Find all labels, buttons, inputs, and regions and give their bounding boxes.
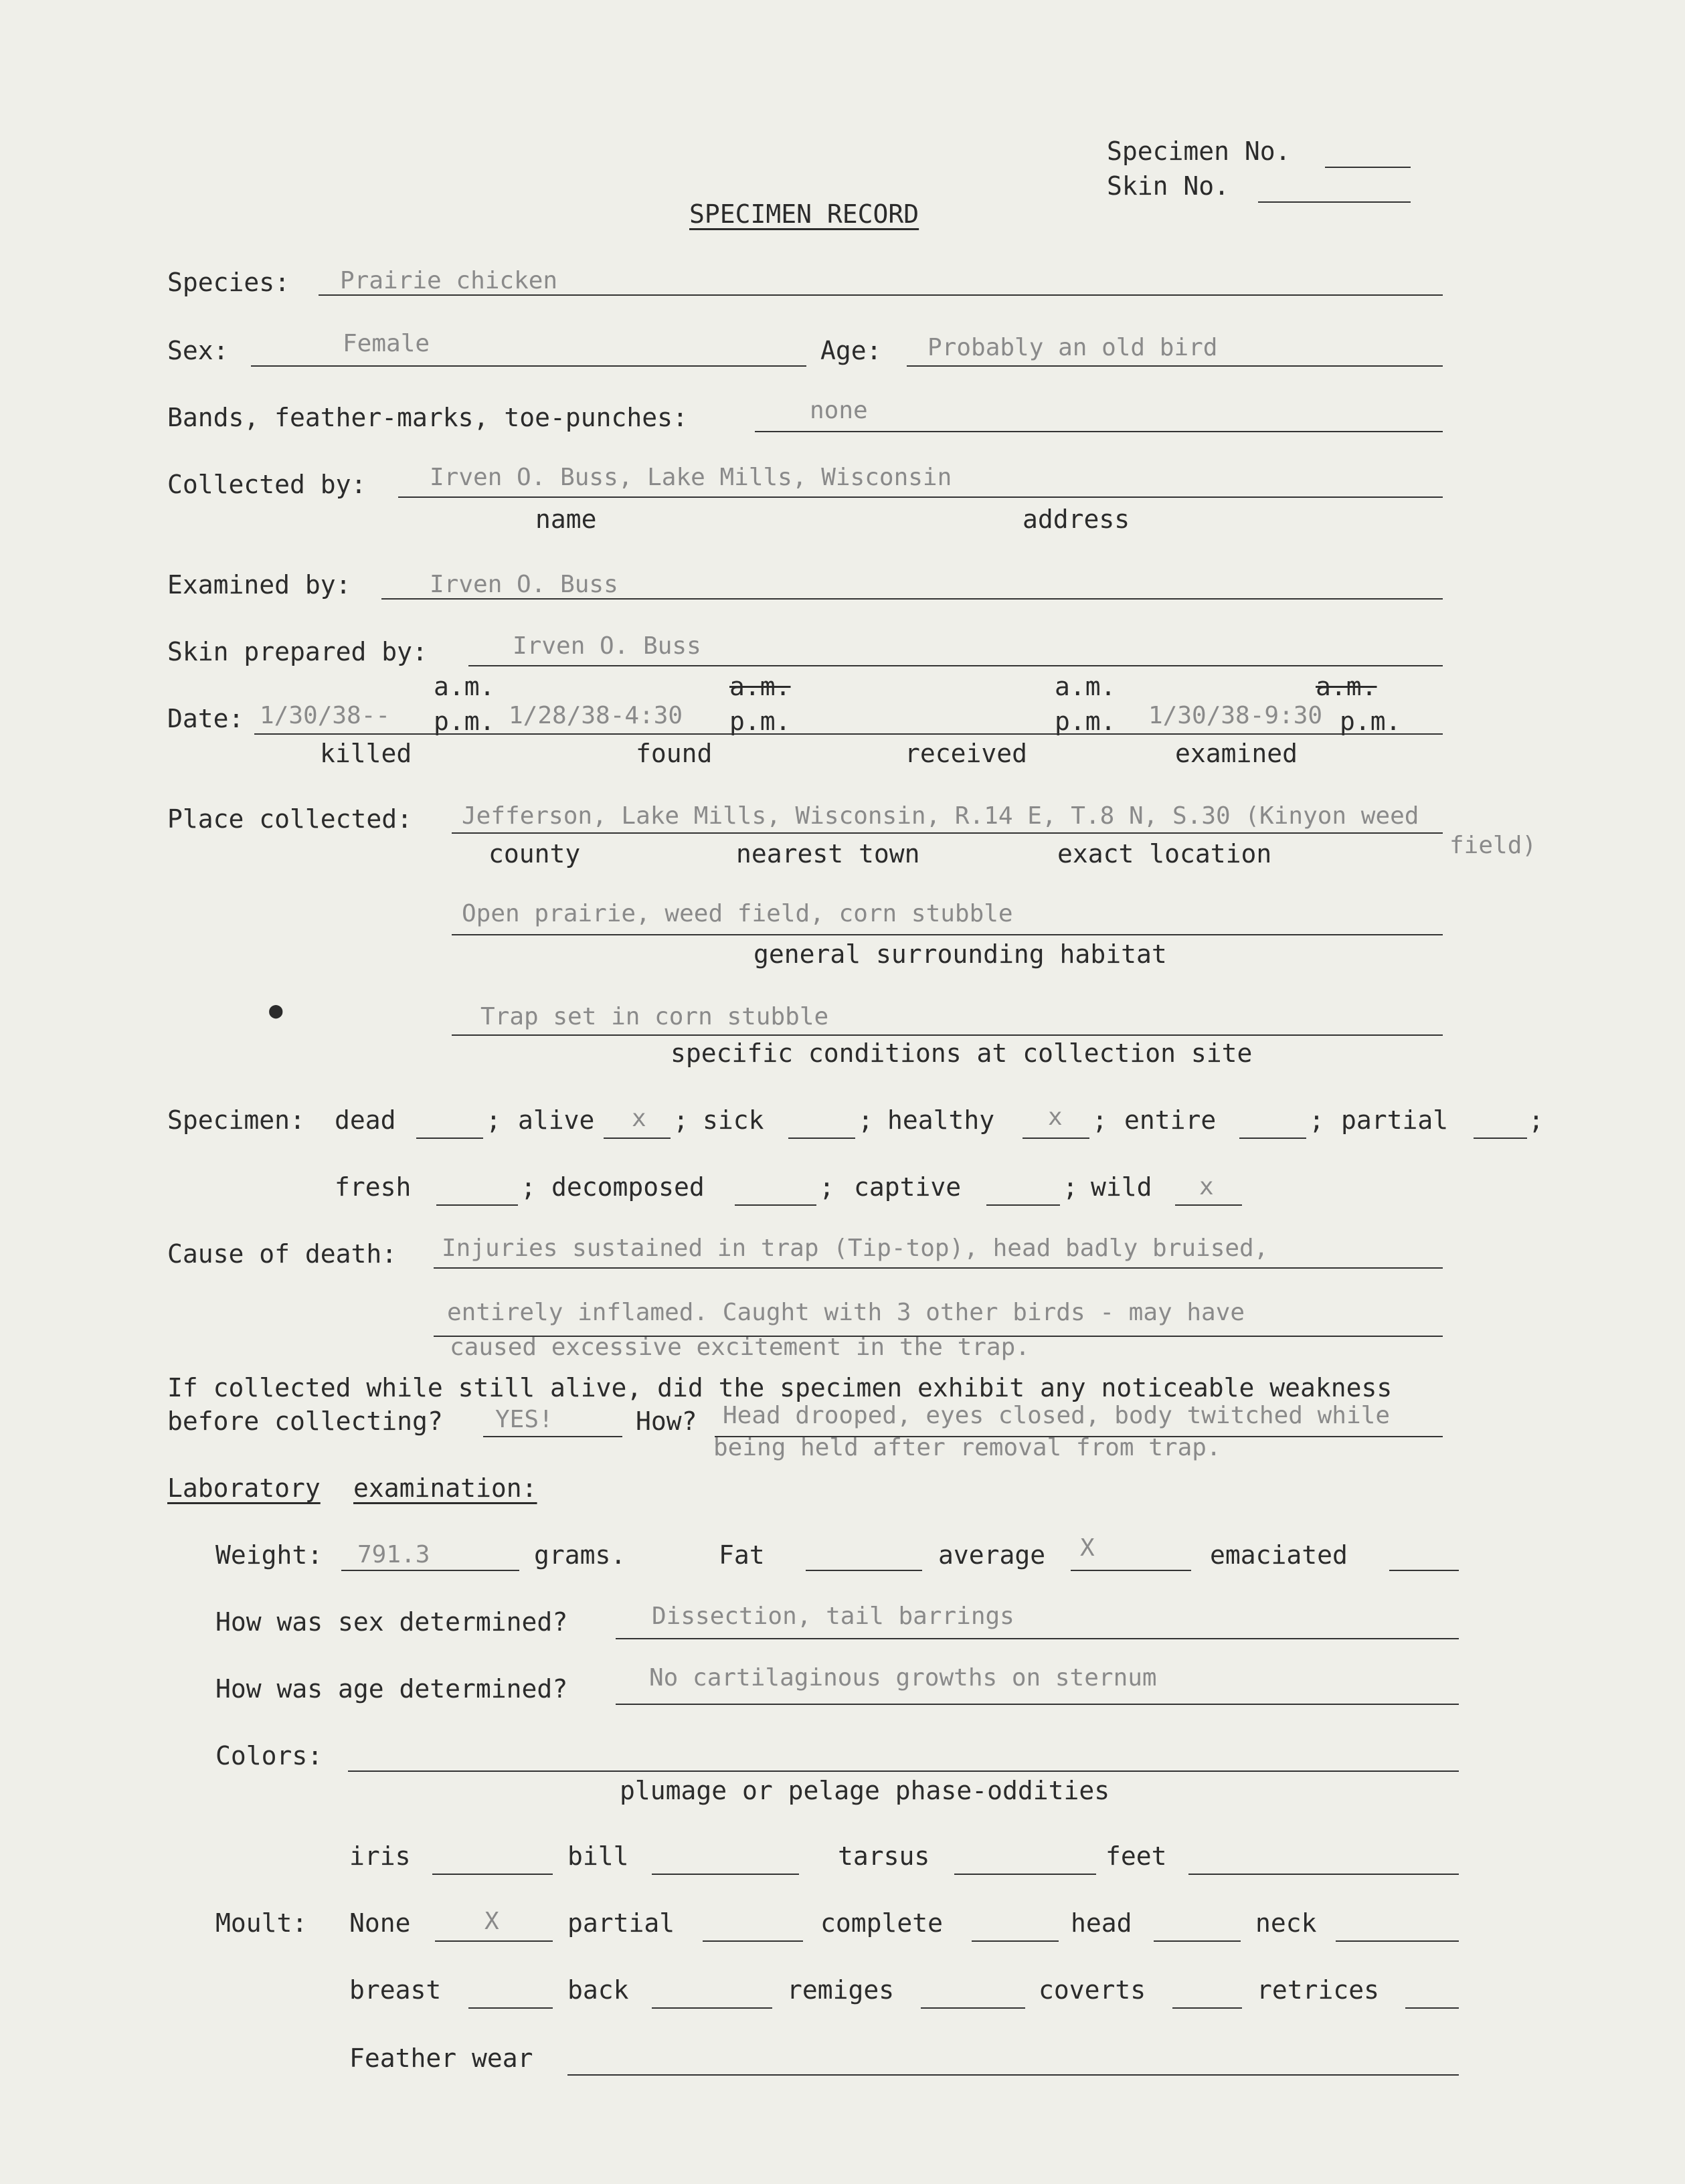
collected-name-caption: name [535, 505, 597, 534]
moult-partial-field[interactable] [703, 1940, 803, 1942]
habitat-value: Open prairie, weed field, corn stubble [462, 900, 1013, 927]
moult-head-field[interactable] [1154, 1940, 1241, 1942]
moult-neck-field[interactable] [1336, 1940, 1459, 1942]
skin-prepared-field[interactable] [468, 665, 1443, 666]
back-label: back [567, 1975, 629, 2005]
alive-mark: x [632, 1105, 646, 1132]
cause-line3: caused excessive excitement in the trap. [450, 1334, 1030, 1361]
partial-label: partial [1341, 1105, 1449, 1135]
moult-none-mark: X [484, 1908, 499, 1935]
age-question: How was age determined? [215, 1674, 568, 1704]
remiges-field[interactable] [921, 2007, 1025, 2009]
age-field[interactable] [907, 365, 1443, 367]
habitat-caption: general surrounding habitat [753, 939, 1167, 969]
alive-field[interactable] [604, 1138, 671, 1139]
weakness-answer: YES! [495, 1406, 553, 1433]
am-found: a.m. [729, 672, 791, 701]
cause-label: Cause of death: [167, 1239, 397, 1269]
am-examined: a.m. [1316, 672, 1377, 701]
moult-neck-label: neck [1255, 1908, 1317, 1938]
am-received: a.m. [1055, 672, 1116, 701]
moult-head-label: head [1071, 1908, 1132, 1938]
bullet-mark: ● [269, 997, 283, 1024]
skin-prepared-value: Irven O. Buss [513, 632, 701, 660]
collected-by-field[interactable] [398, 496, 1443, 498]
bands-value: none [810, 397, 868, 424]
sex-question: How was sex determined? [215, 1607, 568, 1637]
specimen-state-label: Specimen: [167, 1105, 305, 1135]
breast-field[interactable] [468, 2007, 553, 2009]
weight-label: Weight: [215, 1540, 323, 1570]
captive-label: captive [854, 1172, 962, 1202]
sick-field[interactable] [788, 1138, 855, 1139]
examined-caption: examined [1175, 739, 1298, 768]
emaciated-field[interactable] [1389, 1570, 1459, 1571]
collected-by-label: Collected by: [167, 470, 367, 499]
place-field[interactable] [452, 832, 1443, 834]
entire-field[interactable] [1239, 1138, 1306, 1139]
fresh-field[interactable] [436, 1204, 518, 1206]
bands-label: Bands, feather-marks, toe-punches: [167, 403, 688, 432]
fresh-label: fresh [335, 1172, 412, 1202]
place-value-cont: field) [1449, 832, 1537, 859]
bands-field[interactable] [755, 431, 1443, 432]
colors-field[interactable] [348, 1770, 1459, 1772]
wild-label: wild [1091, 1172, 1152, 1202]
skin-prepared-label: Skin prepared by: [167, 637, 428, 666]
emaciated-label: emaciated [1210, 1540, 1348, 1570]
sick-label: sick [703, 1105, 764, 1135]
captive-field[interactable] [986, 1204, 1060, 1206]
retrices-label: retrices [1257, 1975, 1380, 2005]
wild-mark: x [1199, 1173, 1214, 1200]
age-label: Age: [820, 336, 882, 365]
sex-answer-field[interactable] [616, 1638, 1459, 1639]
cause-line1: Injuries sustained in trap (Tip-top), head badly bruised, [442, 1235, 1269, 1262]
decomposed-field[interactable] [735, 1204, 816, 1206]
back-field[interactable] [652, 2007, 772, 2009]
habitat-field[interactable] [452, 934, 1443, 935]
nearest-town-caption: nearest town [736, 839, 920, 869]
coverts-label: coverts [1039, 1975, 1146, 2005]
exact-location-caption: exact location [1057, 839, 1272, 869]
examined-by-label: Examined by: [167, 570, 351, 600]
sex-field[interactable] [251, 365, 806, 367]
healthy-field[interactable] [1023, 1138, 1089, 1139]
moult-none-field[interactable] [435, 1940, 553, 1942]
pm-received: p.m. [1055, 707, 1116, 736]
how-label: How? [636, 1406, 697, 1436]
age-answer: No cartilaginous growths on sternum [649, 1664, 1157, 1692]
wild-field[interactable] [1175, 1204, 1242, 1206]
examined-by-value: Irven O. Buss [430, 571, 618, 598]
weakness-question-2: before collecting? [167, 1406, 443, 1436]
lab-heading-a: Laboratory [167, 1473, 321, 1503]
dead-field[interactable] [416, 1138, 483, 1139]
collected-by-value: Irven O. Buss, Lake Mills, Wisconsin [430, 464, 952, 491]
cause-field-1[interactable] [434, 1267, 1443, 1269]
collected-address-caption: address [1023, 505, 1130, 534]
age-answer-field[interactable] [616, 1704, 1459, 1705]
iris-label: iris [349, 1841, 411, 1871]
partial-separator: ; [1309, 1105, 1324, 1135]
weight-value: 791.3 [357, 1541, 430, 1568]
sick-separator: ; [673, 1105, 689, 1135]
weakness-question-1: If collected while still alive, did the specimen exhibit any noticeable weakness [167, 1373, 1393, 1402]
breast-label: breast [349, 1975, 442, 2005]
plumage-caption: plumage or pelage phase-oddities [620, 1776, 1110, 1805]
sex-answer: Dissection, tail barrings [652, 1603, 1014, 1630]
moult-label: Moult: [215, 1908, 308, 1938]
pm-killed: p.m. [434, 707, 495, 736]
dead-label: dead [335, 1105, 396, 1135]
entire-separator: ; [1092, 1105, 1107, 1135]
tarsus-label: tarsus [838, 1841, 930, 1871]
age-value: Probably an old bird [927, 334, 1218, 361]
weakness-answer-field[interactable] [483, 1436, 622, 1437]
place-label: Place collected: [167, 804, 413, 834]
bill-field[interactable] [652, 1874, 799, 1875]
healthy-mark: x [1048, 1103, 1063, 1131]
date-found-value: 1/28/38-4:30 [509, 702, 683, 729]
skin-no-field[interactable] [1258, 201, 1411, 203]
alive-separator: ; [486, 1105, 501, 1135]
feather-wear-label: Feather wear [349, 2043, 533, 2073]
sex-value: Female [343, 330, 430, 357]
alive-label: alive [518, 1105, 595, 1135]
specimen-no-label: Specimen No. [1107, 136, 1291, 166]
cause-line2: entirely inflamed. Caught with 3 other birds - may have [447, 1299, 1245, 1326]
feather-wear-field[interactable] [567, 2074, 1459, 2076]
pm-examined: p.m. [1340, 707, 1401, 736]
how-line2: being held after removal from trap. [713, 1434, 1221, 1461]
grams-label: grams. [534, 1540, 626, 1570]
bill-label: bill [567, 1841, 629, 1871]
captive-separator: ; [819, 1172, 834, 1202]
sex-label: Sex: [167, 336, 229, 365]
date-field[interactable] [254, 733, 1443, 735]
lab-heading-b: examination: [353, 1473, 537, 1503]
colors-label: Colors: [215, 1741, 323, 1770]
am-killed: a.m. [434, 672, 495, 701]
wild-separator: ; [1063, 1172, 1078, 1202]
species-field[interactable] [319, 294, 1443, 296]
coverts-field[interactable] [1172, 2007, 1242, 2009]
partial-field[interactable] [1474, 1138, 1527, 1139]
moult-complete-label: complete [820, 1908, 944, 1938]
moult-none-label: None [349, 1908, 411, 1938]
conditions-field[interactable] [452, 1034, 1443, 1036]
average-mark: X [1080, 1534, 1095, 1562]
tarsus-field[interactable] [954, 1874, 1096, 1875]
how-line1: Head drooped, eyes closed, body twitched while [723, 1402, 1390, 1429]
county-caption: county [489, 839, 581, 869]
species-value: Prairie chicken [340, 267, 558, 294]
found-caption: found [636, 739, 713, 768]
decomposed-label: decomposed [551, 1172, 705, 1202]
remiges-label: remiges [787, 1975, 895, 2005]
average-label: average [938, 1540, 1046, 1570]
species-label: Species: [167, 268, 290, 297]
entire-label: entire [1124, 1105, 1217, 1135]
conditions-caption: specific conditions at collection site [671, 1038, 1253, 1068]
moult-complete-field[interactable] [972, 1940, 1059, 1942]
date-label: Date: [167, 704, 244, 733]
fat-label: Fat [719, 1540, 765, 1570]
weight-field[interactable] [341, 1570, 519, 1571]
examined-by-field[interactable] [381, 598, 1443, 600]
date-examined-value: 1/30/38-9:30 [1148, 702, 1323, 729]
decomposed-separator: ; [521, 1172, 536, 1202]
average-field[interactable] [1071, 1570, 1191, 1571]
fat-field[interactable] [806, 1570, 922, 1571]
moult-partial-label: partial [567, 1908, 675, 1938]
feet-label: feet [1105, 1841, 1167, 1871]
page-title: SPECIMEN RECORD [689, 199, 919, 229]
place-value: Jefferson, Lake Mills, Wisconsin, R.14 E, T.8 N, S.30 (Kinyon weed [462, 802, 1419, 830]
healthy-separator: ; [858, 1105, 873, 1135]
retrices-field[interactable] [1405, 2007, 1459, 2009]
received-caption: received [905, 739, 1028, 768]
healthy-label: healthy [887, 1105, 995, 1135]
specimen-no-field[interactable] [1325, 167, 1411, 168]
skin-no-label: Skin No. [1107, 171, 1230, 201]
pm-found: p.m. [729, 707, 791, 736]
killed-caption: killed [320, 739, 412, 768]
partial-end-separator: ; [1528, 1105, 1544, 1135]
conditions-value: Trap set in corn stubble [480, 1003, 829, 1030]
date-killed-value: 1/30/38-- [260, 702, 391, 729]
iris-field[interactable] [432, 1874, 553, 1875]
feet-field[interactable] [1188, 1874, 1459, 1875]
